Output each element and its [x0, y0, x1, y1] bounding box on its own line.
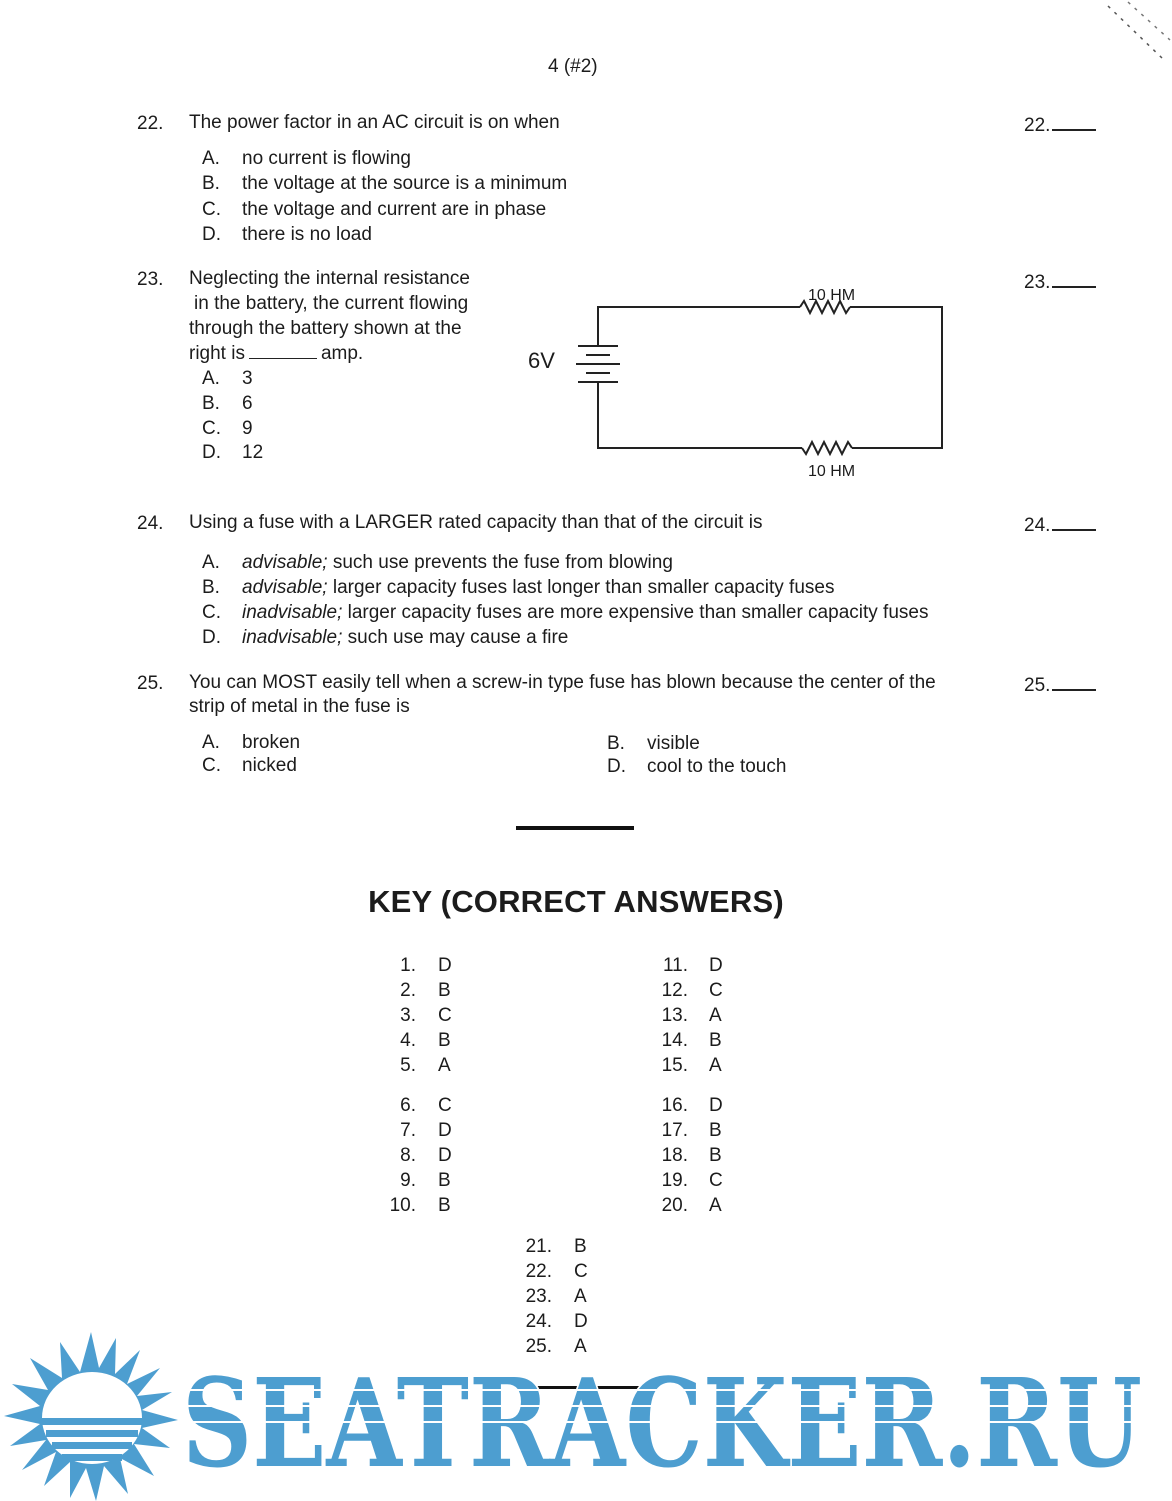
option-letter: D.	[202, 627, 221, 648]
key-item-number: 11.	[662, 955, 688, 976]
option-letter: B.	[202, 393, 220, 414]
option-text	[242, 551, 673, 575]
option-letter: C.	[202, 418, 221, 439]
answer-blank-24[interactable]	[1024, 511, 1096, 538]
key-item-number: 24.	[525, 1311, 552, 1332]
option-qualifier: inadvisable;	[242, 602, 343, 623]
resistor-top-label: 10 HM	[808, 287, 856, 304]
answer-blank-22[interactable]	[1024, 111, 1096, 138]
option-text	[242, 576, 834, 600]
resistor-bottom	[802, 442, 852, 454]
key-item-answer: D	[438, 1120, 452, 1141]
key-item-answer: A	[709, 1005, 722, 1026]
key-item-number: 23.	[525, 1286, 552, 1307]
question-25-number: 25.	[137, 673, 164, 694]
key-item-number: 7.	[400, 1120, 416, 1141]
question-23-stem-line	[189, 342, 363, 366]
stem-text: amp.	[320, 343, 364, 364]
answer-label: 24.	[1024, 515, 1051, 536]
answer-blank-23[interactable]	[1024, 268, 1096, 295]
option-text: 6	[242, 393, 253, 414]
key-item-answer: C	[438, 1095, 452, 1116]
key-item-number: 8.	[400, 1145, 416, 1166]
question-24-stem: Using a fuse with a LARGER rated capacity than that of the circuit is	[189, 512, 763, 533]
option-qualifier: advisable;	[242, 552, 328, 573]
key-item-answer: D	[438, 1145, 452, 1166]
sun-logo-icon	[0, 1328, 182, 1501]
option-text	[242, 626, 568, 650]
circuit-diagram	[520, 280, 960, 490]
option-letter: A.	[202, 368, 220, 389]
key-item-answer: C	[574, 1261, 588, 1282]
key-item-answer: A	[438, 1055, 451, 1076]
key-item-number: 16.	[661, 1095, 688, 1116]
question-24-number: 24.	[137, 513, 164, 534]
resistor-bottom-label: 10 HM	[808, 463, 856, 480]
question-25-stem-line: strip of metal in the fuse is	[189, 696, 410, 717]
inline-blank	[249, 342, 317, 359]
key-item-number: 14.	[661, 1030, 688, 1051]
answer-blank-25[interactable]	[1024, 671, 1096, 698]
option-letter: A.	[202, 148, 220, 169]
option-text: the voltage at the source is a minimum	[242, 173, 568, 194]
key-item-answer: A	[709, 1055, 722, 1076]
key-item-number: 5.	[400, 1055, 416, 1076]
option-letter: C.	[202, 199, 221, 220]
key-item-number: 3.	[400, 1005, 416, 1026]
key-title: KEY (CORRECT ANSWERS)	[368, 884, 784, 919]
option-text: 12	[242, 442, 264, 463]
option-letter: D.	[202, 442, 221, 463]
blank-line	[1052, 268, 1096, 288]
wire-top-left	[598, 307, 800, 345]
key-item-number: 18.	[661, 1145, 688, 1166]
key-item-answer: C	[709, 1170, 723, 1191]
option-letter: C.	[202, 602, 221, 623]
key-item-number: 22.	[525, 1261, 552, 1282]
key-item-number: 17.	[661, 1120, 688, 1141]
key-item-number: 9.	[400, 1170, 416, 1191]
key-item-number: 6.	[400, 1095, 416, 1116]
question-22-stem: The power factor in an AC circuit is on when	[189, 112, 560, 133]
key-item-answer: A	[574, 1286, 587, 1307]
answer-label: 23.	[1024, 272, 1051, 293]
option-qualifier: advisable;	[242, 577, 328, 598]
option-text: visible	[647, 733, 700, 754]
key-item-answer: D	[709, 1095, 723, 1116]
option-letter: C.	[202, 755, 221, 776]
option-rest: such use may cause a fire	[342, 627, 569, 648]
key-item-number: 2.	[400, 980, 416, 1001]
key-item-answer: D	[709, 955, 723, 976]
key-item-answer: C	[709, 980, 723, 1001]
option-qualifier: inadvisable;	[242, 627, 343, 648]
key-item-answer: B	[709, 1120, 722, 1141]
key-item-answer: A	[574, 1336, 587, 1357]
option-text: broken	[242, 732, 301, 753]
key-item-number: 20.	[661, 1195, 688, 1216]
key-item-answer: B	[438, 980, 451, 1001]
blank-line	[1052, 671, 1096, 691]
key-item-answer: B	[574, 1236, 587, 1257]
key-item-answer: D	[438, 955, 452, 976]
option-letter: A.	[202, 732, 220, 753]
key-item-number: 25.	[525, 1336, 552, 1357]
option-text: there is no load	[242, 224, 372, 245]
option-letter: B.	[202, 173, 220, 194]
key-item-answer: B	[709, 1145, 722, 1166]
option-rest: larger capacity fuses are more expensive than smaller capacity fuses	[342, 602, 929, 623]
watermark-text: SEATRACKER.RU	[182, 1360, 1142, 1480]
option-text: 3	[242, 368, 253, 389]
question-23-stem-line: in the battery, the current flowing	[194, 293, 469, 314]
wire-right	[850, 307, 942, 448]
corner-marks	[1100, 0, 1172, 62]
option-text: no current is flowing	[242, 148, 411, 169]
question-25-stem-line: You can MOST easily tell when a screw-in type fuse has blown because the center of the	[189, 672, 936, 693]
option-text: 9	[242, 418, 253, 439]
answer-label: 22.	[1024, 115, 1051, 136]
question-23-stem-line: through the battery shown at the	[189, 318, 462, 339]
question-22-number: 22.	[137, 113, 164, 134]
option-text: cool to the touch	[647, 756, 787, 777]
option-letter: A.	[202, 552, 220, 573]
key-item-number: 10.	[389, 1195, 416, 1216]
key-item-answer: B	[438, 1030, 451, 1051]
key-item-number: 12.	[661, 980, 688, 1001]
key-item-answer: B	[709, 1030, 722, 1051]
option-letter: D.	[202, 224, 221, 245]
key-item-answer: A	[709, 1195, 722, 1216]
option-rest: such use prevents the fuse from blowing	[327, 552, 673, 573]
answer-label: 25.	[1024, 675, 1051, 696]
question-23-number: 23.	[137, 269, 164, 290]
key-item-number: 1.	[400, 955, 416, 976]
option-text: the voltage and current are in phase	[242, 199, 547, 220]
key-item-number: 4.	[400, 1030, 416, 1051]
blank-line	[1052, 511, 1096, 531]
key-item-answer: B	[438, 1170, 451, 1191]
key-item-number: 21.	[525, 1236, 552, 1257]
blank-line	[1052, 111, 1096, 131]
option-letter: D.	[607, 756, 626, 777]
key-item-number: 15.	[661, 1055, 688, 1076]
key-item-number: 13.	[661, 1005, 688, 1026]
watermark	[182, 1360, 1162, 1480]
option-text: nicked	[242, 755, 297, 776]
battery-label: 6V	[528, 348, 555, 373]
option-letter: B.	[607, 733, 625, 754]
key-item-answer: B	[438, 1195, 451, 1216]
wire-bottom-left	[598, 383, 802, 448]
option-rest: larger capacity fuses last longer than smaller capacity fuses	[327, 577, 835, 598]
stem-text: right is	[189, 343, 245, 364]
section-divider	[516, 826, 634, 830]
key-item-number: 19.	[661, 1170, 688, 1191]
option-letter: B.	[202, 577, 220, 598]
key-item-answer: D	[574, 1311, 588, 1332]
option-text	[242, 601, 928, 625]
question-23-stem-line: Neglecting the internal resistance	[189, 268, 470, 289]
page-number: 4 (#2)	[548, 56, 598, 77]
key-item-answer: C	[438, 1005, 452, 1026]
